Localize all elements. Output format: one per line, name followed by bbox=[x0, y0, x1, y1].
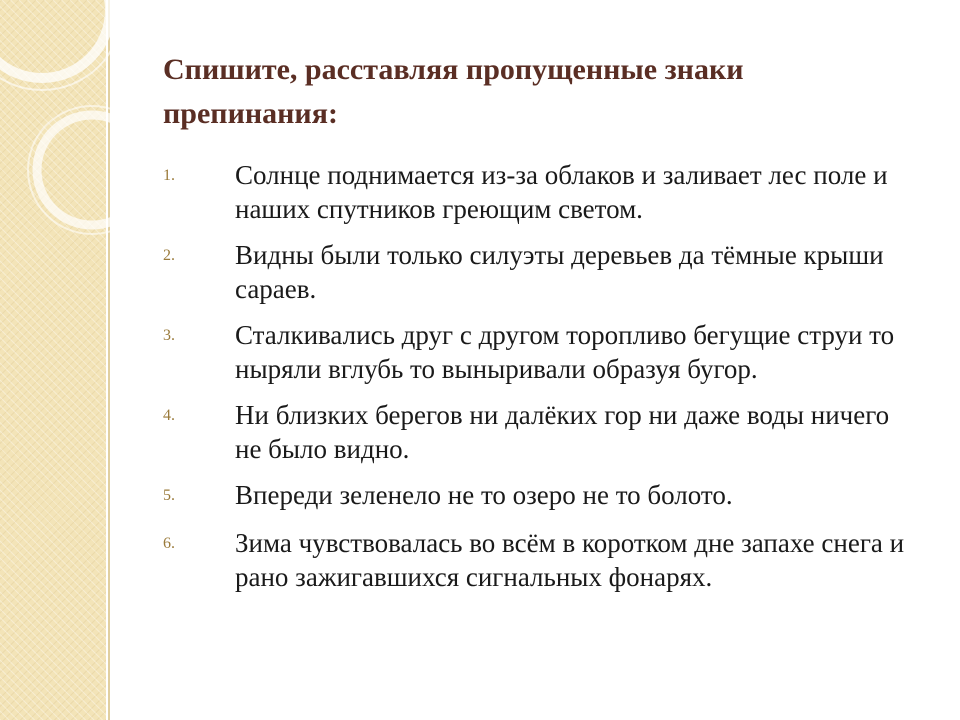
list-item bbox=[163, 238, 923, 306]
list-item bbox=[163, 158, 923, 226]
item-text: Ни близких берегов ни далёких гор ни даже воды ничего не было видно. bbox=[235, 400, 890, 464]
item-text: Видны были только силуэты деревьев да тёмные крыши сараев. bbox=[235, 240, 884, 304]
list-item bbox=[163, 526, 923, 594]
item-number: 3. bbox=[163, 327, 175, 344]
item-text: Впереди зеленело не то озеро не то болото. bbox=[235, 480, 733, 510]
exercise-list bbox=[163, 158, 923, 606]
slide-title: Спишите, расставляя пропущенные знаки препинания: bbox=[163, 53, 744, 130]
list-item bbox=[163, 318, 923, 386]
list-item bbox=[163, 398, 923, 466]
item-text: Зима чувствовалась во всём в коротком дне запахе снега и рано зажигавшихся сигнальных фонарях. bbox=[235, 528, 905, 592]
item-text: Солнце поднимается из-за облаков и заливает лес поле и наших спутников греющим светом. bbox=[235, 160, 888, 224]
item-number: 2. bbox=[163, 247, 175, 264]
item-number: 6. bbox=[163, 535, 175, 552]
item-number: 5. bbox=[163, 487, 175, 504]
item-text: Сталкивались друг с другом торопливо бегущие струи то ныряли вглубь то выныривали образуя бугор. bbox=[235, 320, 895, 384]
item-number: 4. bbox=[163, 407, 175, 424]
item-number: 1. bbox=[163, 167, 175, 184]
list-item bbox=[163, 478, 923, 514]
